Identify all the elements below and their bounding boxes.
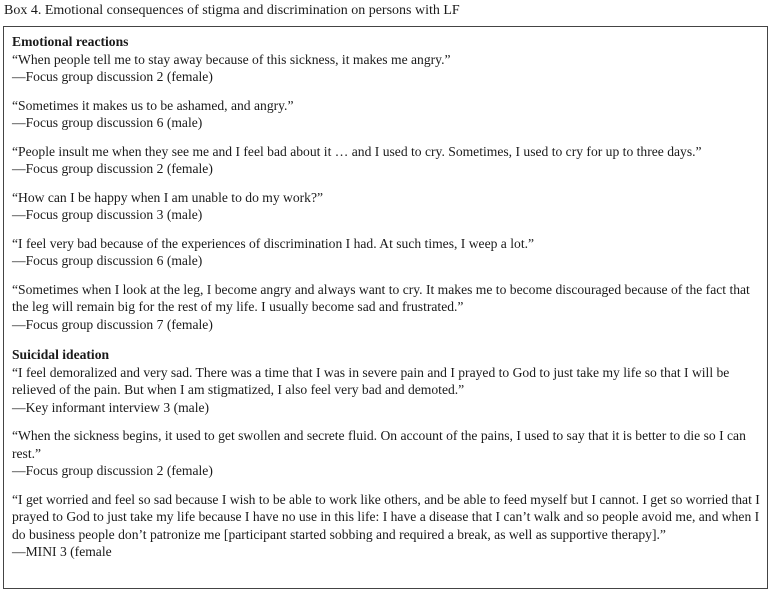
- quote-text: “When the sickness begins, it used to get swollen and secrete fluid. On account of the pains, I used to say that it is better to die so I can rest.”: [12, 428, 746, 461]
- quote-entry: [12, 235, 761, 270]
- quote-text: “I feel very bad because of the experiences of discrimination I had. At such times, I weep a lot.”: [12, 235, 535, 251]
- quote-entry: [12, 51, 761, 86]
- quote-text: “People insult me when they see me and I feel bad about it … and I used to cry. Sometimes, I used to cry for up to three days.”: [12, 143, 702, 159]
- quote-text: “How can I be happy when I am unable to do my work?”: [12, 189, 324, 205]
- section-heading: Emotional reactions: [12, 34, 129, 49]
- quote-entry: [12, 491, 761, 561]
- quote-source: —Key informant interview 3 (male): [12, 399, 210, 415]
- quote-source: —MINI 3 (female: [12, 544, 112, 559]
- quote-source: —Focus group discussion 2 (female): [12, 463, 213, 478]
- quote-text: “Sometimes it makes us to be ashamed, and angry.”: [12, 97, 294, 113]
- quote-entry: [12, 189, 761, 224]
- quote-box: [3, 26, 768, 589]
- quote-text: “When people tell me to stay away because of this sickness, it makes me angry.”: [12, 51, 451, 67]
- section-suicidal-ideation: [12, 346, 761, 561]
- quote-source: —Focus group discussion 3 (male): [12, 207, 203, 222]
- quote-text: “I feel demoralized and very sad. There was a time that I was in severe pain and I prayed to God to just take my life so that I will be relieved of the pain. But when I am stigmatized, I also feel very bad and demoted.”: [12, 364, 730, 397]
- box-caption: Box 4. Emotional consequences of stigma and discrimination on persons with LF: [4, 3, 460, 18]
- quote-text: “Sometimes when I look at the leg, I become angry and always want to cry. It makes me to become discouraged because of the fact that the leg will remain big for the rest of my life. I usually become sad and frustrated.”: [12, 281, 750, 314]
- section-heading: Suicidal ideation: [12, 347, 110, 362]
- quote-text: “I get worried and feel so sad because I wish to be able to work like others, and be able to feed myself but I cannot. I get so worried that I prayed to God to just take my life because I have no use in this life: I have a disease that I can’t walk and so people avoid me, and when I do business people don’t patronize me [participant started sobbing and required a break, as well as supportive therapy].”: [12, 491, 760, 542]
- quote-entry: [12, 143, 761, 178]
- quote-entry: [12, 97, 761, 132]
- quote-entry: [12, 427, 761, 480]
- quote-entry: [12, 281, 761, 334]
- quote-source: —Focus group discussion 2 (female): [12, 161, 213, 176]
- quote-source: —Focus group discussion 6 (male): [12, 115, 203, 130]
- quote-source: —Focus group discussion 6 (male): [12, 253, 203, 268]
- section-emotional-reactions: [12, 33, 761, 333]
- quote-entry: [12, 364, 761, 417]
- quote-source: —Focus group discussion 7 (female): [12, 316, 213, 332]
- quote-source: —Focus group discussion 2 (female): [12, 69, 213, 84]
